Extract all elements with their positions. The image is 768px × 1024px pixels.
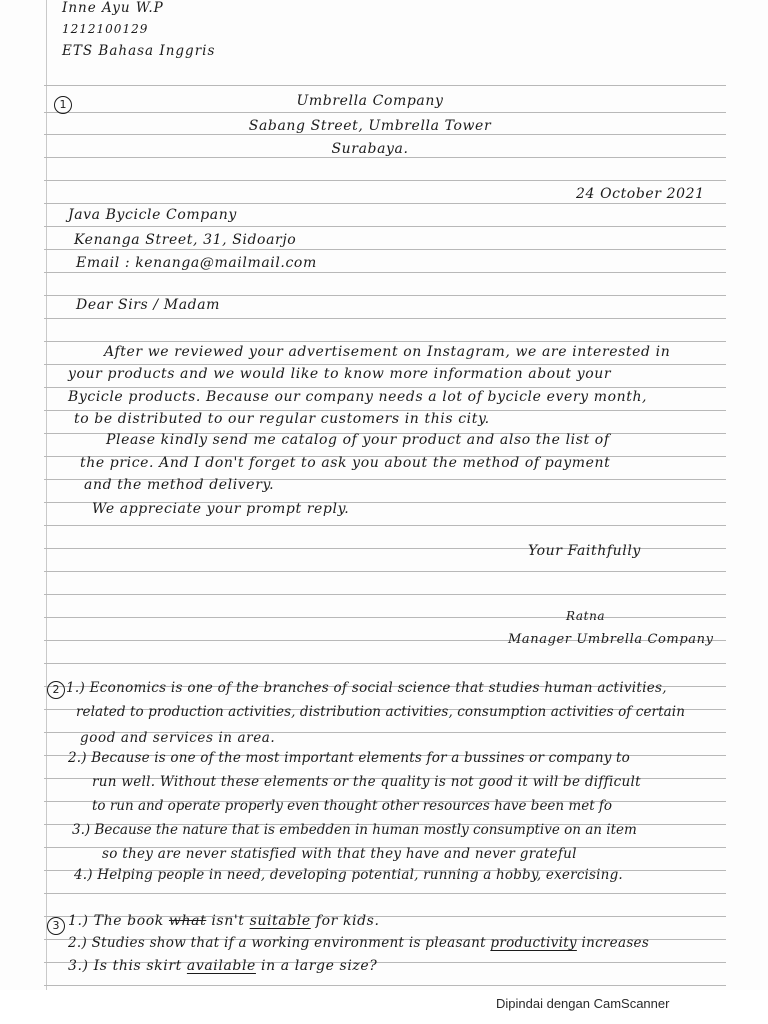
- signer-name: Ratna: [566, 609, 606, 623]
- answer-line: good and services in area.: [80, 730, 276, 746]
- student-name: Inne Ayu W.P: [62, 0, 164, 16]
- text-part: isn't: [206, 913, 250, 929]
- body-line: After we reviewed your advertisement on Instagram, we are interested in: [104, 344, 671, 360]
- answer-line: so they are never statisfied with that they have and never grateful: [102, 846, 577, 862]
- ruled-line: [44, 157, 726, 158]
- sender-street: Sabang Street, Umbrella Tower: [248, 118, 492, 134]
- recipient-email: Email : kenanga@mailmail.com: [76, 255, 317, 271]
- signer-title: Manager Umbrella Company: [508, 632, 714, 647]
- question-number-1: 1: [54, 96, 72, 114]
- question-number-3: 3: [47, 917, 65, 935]
- ruled-line: [44, 272, 726, 273]
- letter-date: 24 October 2021: [576, 186, 705, 202]
- ruled-line: [44, 341, 726, 342]
- ruled-line: [44, 893, 726, 894]
- ruled-line: [44, 226, 726, 227]
- answer-line: 4.) Helping people in need, developing potential, running a hobby, exercising.: [74, 867, 623, 883]
- text-part: 1.) The book: [68, 913, 169, 929]
- answer-line: to run and operate properly even thought other resources have been met fo: [92, 798, 613, 814]
- ruled-line: [44, 525, 726, 526]
- text-part: in a large size?: [255, 958, 378, 974]
- ruled-line: [44, 571, 726, 572]
- answer-line: 2.) Because is one of the most important elements for a bussines or company to: [68, 750, 630, 766]
- scanner-watermark: Dipindai dengan CamScanner: [496, 996, 670, 1011]
- body-line: We appreciate your prompt reply.: [92, 501, 350, 517]
- underlined-word: available: [186, 958, 256, 974]
- margin-line: [46, 0, 47, 990]
- ruled-line: [44, 85, 726, 86]
- underlined-word: productivity: [490, 935, 577, 951]
- ruled-line: [44, 594, 726, 595]
- text-part: for kids.: [310, 913, 380, 929]
- text-part: increases: [576, 935, 650, 951]
- body-line: to be distributed to our regular customers in this city.: [74, 411, 490, 427]
- body-line: Bycicle products. Because our company needs a lot of bycicle every month,: [68, 389, 648, 405]
- underlined-word: suitable: [249, 913, 311, 929]
- body-line: your products and we would like to know more information about your: [68, 366, 612, 382]
- body-line: Please kindly send me catalog of your product and also the list of: [106, 432, 610, 448]
- ruled-line: [44, 364, 726, 365]
- course-name: ETS Bahasa Inggris: [62, 43, 216, 59]
- answer-line: 3.) Because the nature that is embedden in human mostly consumptive on an item: [72, 822, 637, 838]
- recipient-street: Kenanga Street, 31, Sidoarjo: [74, 232, 297, 248]
- closing: Your Faithfully: [528, 543, 641, 559]
- answer-line-2: [68, 935, 649, 951]
- text-part: 2.) Studies show that if a working environment is pleasant: [68, 935, 491, 951]
- text-part: 3.) Is this skirt: [68, 958, 187, 974]
- body-line: and the method delivery.: [84, 477, 275, 493]
- ruled-line: [44, 617, 726, 618]
- ruled-line: [44, 249, 726, 250]
- ruled-line: [44, 295, 726, 296]
- sender-company: Umbrella Company: [296, 93, 444, 109]
- ruled-line: [44, 180, 726, 181]
- body-line: the price. And I don't forget to ask you about the method of payment: [80, 455, 611, 471]
- answer-line: related to production activities, distribution activities, consumption activities of certain: [76, 704, 685, 720]
- student-id: 1212100129: [62, 22, 149, 36]
- sender-city: Surabaya.: [331, 141, 409, 157]
- ruled-line: [44, 663, 726, 664]
- answer-line: 1.) Economics is one of the branches of social science that studies human activities,: [66, 680, 667, 696]
- ruled-line: [44, 203, 726, 204]
- ruled-line: [44, 134, 726, 135]
- recipient-company: Java Bycicle Company: [68, 207, 237, 223]
- answer-line: run well. Without these elements or the quality is not good it will be difficult: [92, 774, 641, 790]
- answer-line-3: [68, 958, 377, 974]
- ruled-line: [44, 985, 726, 986]
- question-number-2: 2: [47, 681, 65, 699]
- answer-line-1: [68, 913, 380, 929]
- struck-word: what: [168, 913, 207, 929]
- salutation: Dear Sirs / Madam: [76, 297, 221, 313]
- ruled-line: [44, 387, 726, 388]
- ruled-line: [44, 318, 726, 319]
- ruled-line: [44, 112, 726, 113]
